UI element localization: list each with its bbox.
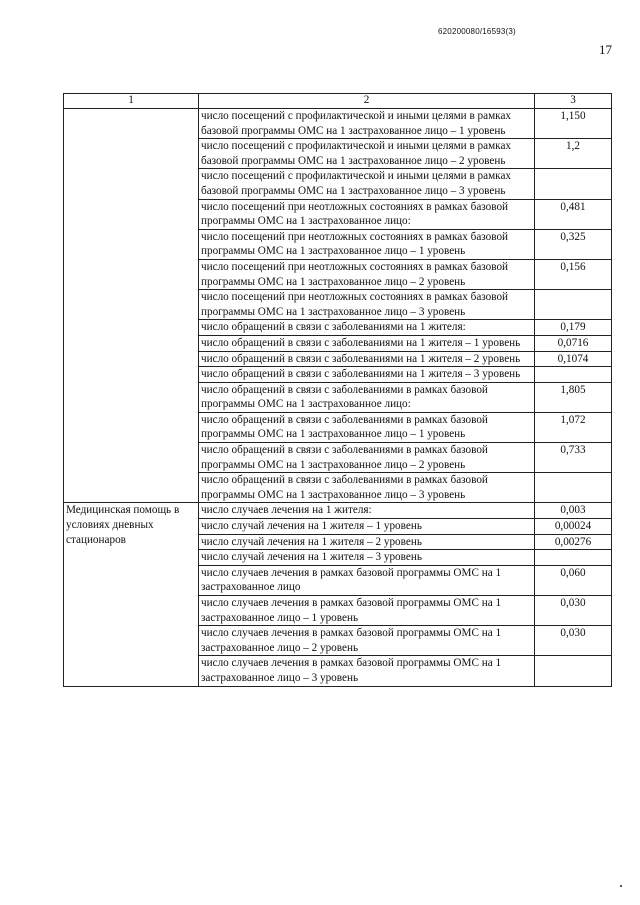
indicator-value: 0,179 bbox=[535, 320, 612, 336]
category-cell-empty bbox=[64, 109, 199, 503]
column-header-3: 3 bbox=[535, 94, 612, 109]
indicator-value bbox=[535, 367, 612, 383]
indicator-description: число случай лечения на 1 жителя – 2 уровень bbox=[199, 534, 535, 550]
table-row bbox=[64, 503, 612, 519]
indicator-description: число случаев лечения в рамках базовой программы ОМС на 1 застрахованное лицо – 2 уровень bbox=[199, 626, 535, 656]
indicator-value: 0,1074 bbox=[535, 351, 612, 367]
indicator-value: 1,150 bbox=[535, 109, 612, 139]
indicator-value bbox=[535, 550, 612, 566]
indicator-value: 0,00024 bbox=[535, 519, 612, 535]
indicator-description: число случаев лечения на 1 жителя: bbox=[199, 503, 535, 519]
indicator-value: 0,003 bbox=[535, 503, 612, 519]
indicator-description: число обращений в связи с заболеваниями на 1 жителя – 1 уровень bbox=[199, 335, 535, 351]
indicator-description: число обращений в связи с заболеваниями в рамках базовой программы ОМС на 1 застрахованное лицо – 2 уровень bbox=[199, 443, 535, 473]
indicator-description: число посещений при неотложных состояниях в рамках базовой программы ОМС на 1 застрахованное лицо – 1 уровень bbox=[199, 229, 535, 259]
indicator-description: число обращений в связи с заболеваниями в рамках базовой программы ОМС на 1 застрахованное лицо – 1 уровень bbox=[199, 412, 535, 442]
indicator-value: 0,156 bbox=[535, 259, 612, 289]
indicator-value: 0,0716 bbox=[535, 335, 612, 351]
indicator-description: число случаев лечения в рамках базовой программы ОМС на 1 застрахованное лицо – 3 уровень bbox=[199, 656, 535, 686]
scan-speck bbox=[620, 885, 622, 887]
indicator-value: 0,325 bbox=[535, 229, 612, 259]
indicator-description: число случай лечения на 1 жителя – 3 уровень bbox=[199, 550, 535, 566]
document-code: 620200080/16593(3) bbox=[438, 27, 516, 36]
column-header-1: 1 bbox=[64, 94, 199, 109]
indicator-description: число посещений с профилактической и иными целями в рамках базовой программы ОМС на 1 застрахованное лицо – 2 уровень bbox=[199, 139, 535, 169]
indicator-description: число случаев лечения в рамках базовой программы ОМС на 1 застрахованное лицо bbox=[199, 565, 535, 595]
indicator-value: 1,805 bbox=[535, 382, 612, 412]
indicator-description: число посещений при неотложных состояниях в рамках базовой программы ОМС на 1 застрахованное лицо: bbox=[199, 199, 535, 229]
indicator-description: число посещений с профилактической и иными целями в рамках базовой программы ОМС на 1 застрахованное лицо – 1 уровень bbox=[199, 109, 535, 139]
indicator-value: 0,733 bbox=[535, 443, 612, 473]
indicator-value: 0,030 bbox=[535, 626, 612, 656]
indicator-description: число посещений при неотложных состояниях в рамках базовой программы ОМС на 1 застрахованное лицо – 2 уровень bbox=[199, 259, 535, 289]
indicator-description: число обращений в связи с заболеваниями на 1 жителя – 2 уровень bbox=[199, 351, 535, 367]
column-header-2: 2 bbox=[199, 94, 535, 109]
indicator-value: 0,481 bbox=[535, 199, 612, 229]
indicators-table bbox=[63, 93, 612, 687]
page-number: 17 bbox=[599, 42, 612, 57]
category-cell-day-hospital: Медицинская помощь в условиях дневных стационаров bbox=[64, 503, 199, 686]
indicator-value: 1,072 bbox=[535, 412, 612, 442]
indicator-description: число случай лечения на 1 жителя – 1 уровень bbox=[199, 519, 535, 535]
indicator-value: 0,060 bbox=[535, 565, 612, 595]
indicator-description: число обращений в связи с заболеваниями в рамках базовой программы ОМС на 1 застрахованное лицо: bbox=[199, 382, 535, 412]
indicator-description: число обращений в связи с заболеваниями на 1 жителя – 3 уровень bbox=[199, 367, 535, 383]
indicator-value: 1,2 bbox=[535, 139, 612, 169]
table-row bbox=[64, 109, 612, 139]
indicator-description: число случаев лечения в рамках базовой программы ОМС на 1 застрахованное лицо – 1 уровень bbox=[199, 596, 535, 626]
indicator-value: 0,00276 bbox=[535, 534, 612, 550]
indicator-description: число посещений при неотложных состояниях в рамках базовой программы ОМС на 1 застрахованное лицо – 3 уровень bbox=[199, 290, 535, 320]
indicator-description: число обращений в связи с заболеваниями в рамках базовой программы ОМС на 1 застрахованное лицо – 3 уровень bbox=[199, 473, 535, 503]
indicator-value bbox=[535, 656, 612, 686]
indicator-value bbox=[535, 473, 612, 503]
indicator-value: 0,030 bbox=[535, 596, 612, 626]
indicator-value bbox=[535, 290, 612, 320]
indicator-value bbox=[535, 169, 612, 199]
indicator-description: число обращений в связи с заболеваниями на 1 жителя: bbox=[199, 320, 535, 336]
indicator-description: число посещений с профилактической и иными целями в рамках базовой программы ОМС на 1 застрахованное лицо – 3 уровень bbox=[199, 169, 535, 199]
table-header-row bbox=[64, 94, 612, 109]
